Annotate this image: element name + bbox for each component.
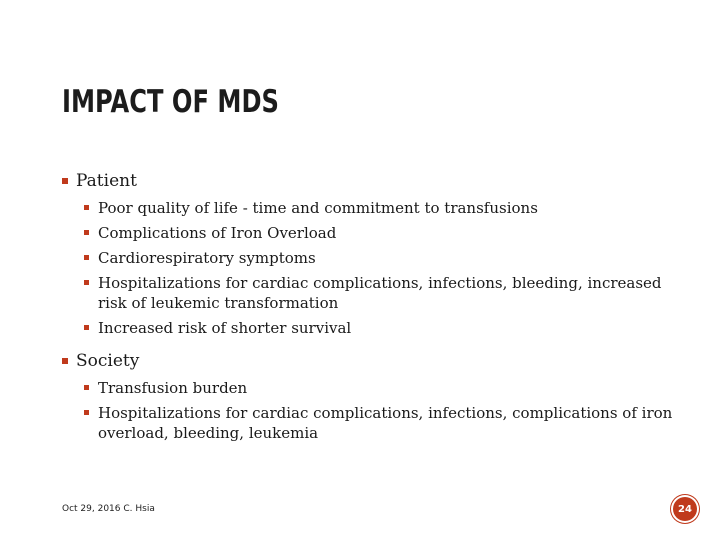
footer-date-author: Oct 29, 2016 C. Hsia — [62, 504, 155, 514]
list-item-text: Hospitalizations for cardiac complications, infections, bleeding, increased risk of leukemic transformation — [98, 274, 662, 312]
list-item — [62, 403, 682, 443]
list-item-text: Hospitalizations for cardiac complications, infections, complications of iron overload, bleeding, leukemia — [98, 404, 673, 442]
slide-title: IMPACT OF MDS — [62, 84, 279, 120]
list-item-text: Transfusion burden — [98, 379, 248, 397]
list-item-text: Poor quality of life - time and commitment to transfusions — [98, 199, 538, 217]
bullet-label: Society — [76, 351, 140, 371]
list-item — [62, 223, 682, 243]
square-bullet-icon — [84, 385, 89, 390]
sub-list — [62, 378, 682, 443]
list-item — [62, 273, 682, 313]
bullet-group-patient — [62, 170, 682, 338]
square-bullet-icon — [84, 410, 89, 415]
square-bullet-icon — [84, 255, 89, 260]
square-bullet-icon — [84, 280, 89, 285]
bullet-level1-society — [62, 350, 682, 372]
bullet-group-society — [62, 350, 682, 443]
square-bullet-icon — [62, 358, 68, 364]
list-item-text: Complications of Iron Overload — [98, 224, 337, 242]
list-item — [62, 248, 682, 268]
bullet-level1-patient — [62, 170, 682, 192]
square-bullet-icon — [84, 205, 89, 210]
list-item-text: Cardiorespiratory symptoms — [98, 249, 316, 267]
list-item-text: Increased risk of shorter survival — [98, 319, 352, 337]
list-item — [62, 318, 682, 338]
square-bullet-icon — [84, 230, 89, 235]
list-item — [62, 378, 682, 398]
bullet-label: Patient — [76, 171, 137, 191]
list-item — [62, 198, 682, 218]
slide-content — [62, 170, 682, 448]
sub-list — [62, 198, 682, 338]
page-number-badge: 24 — [673, 497, 697, 521]
square-bullet-icon — [62, 178, 68, 184]
square-bullet-icon — [84, 325, 89, 330]
